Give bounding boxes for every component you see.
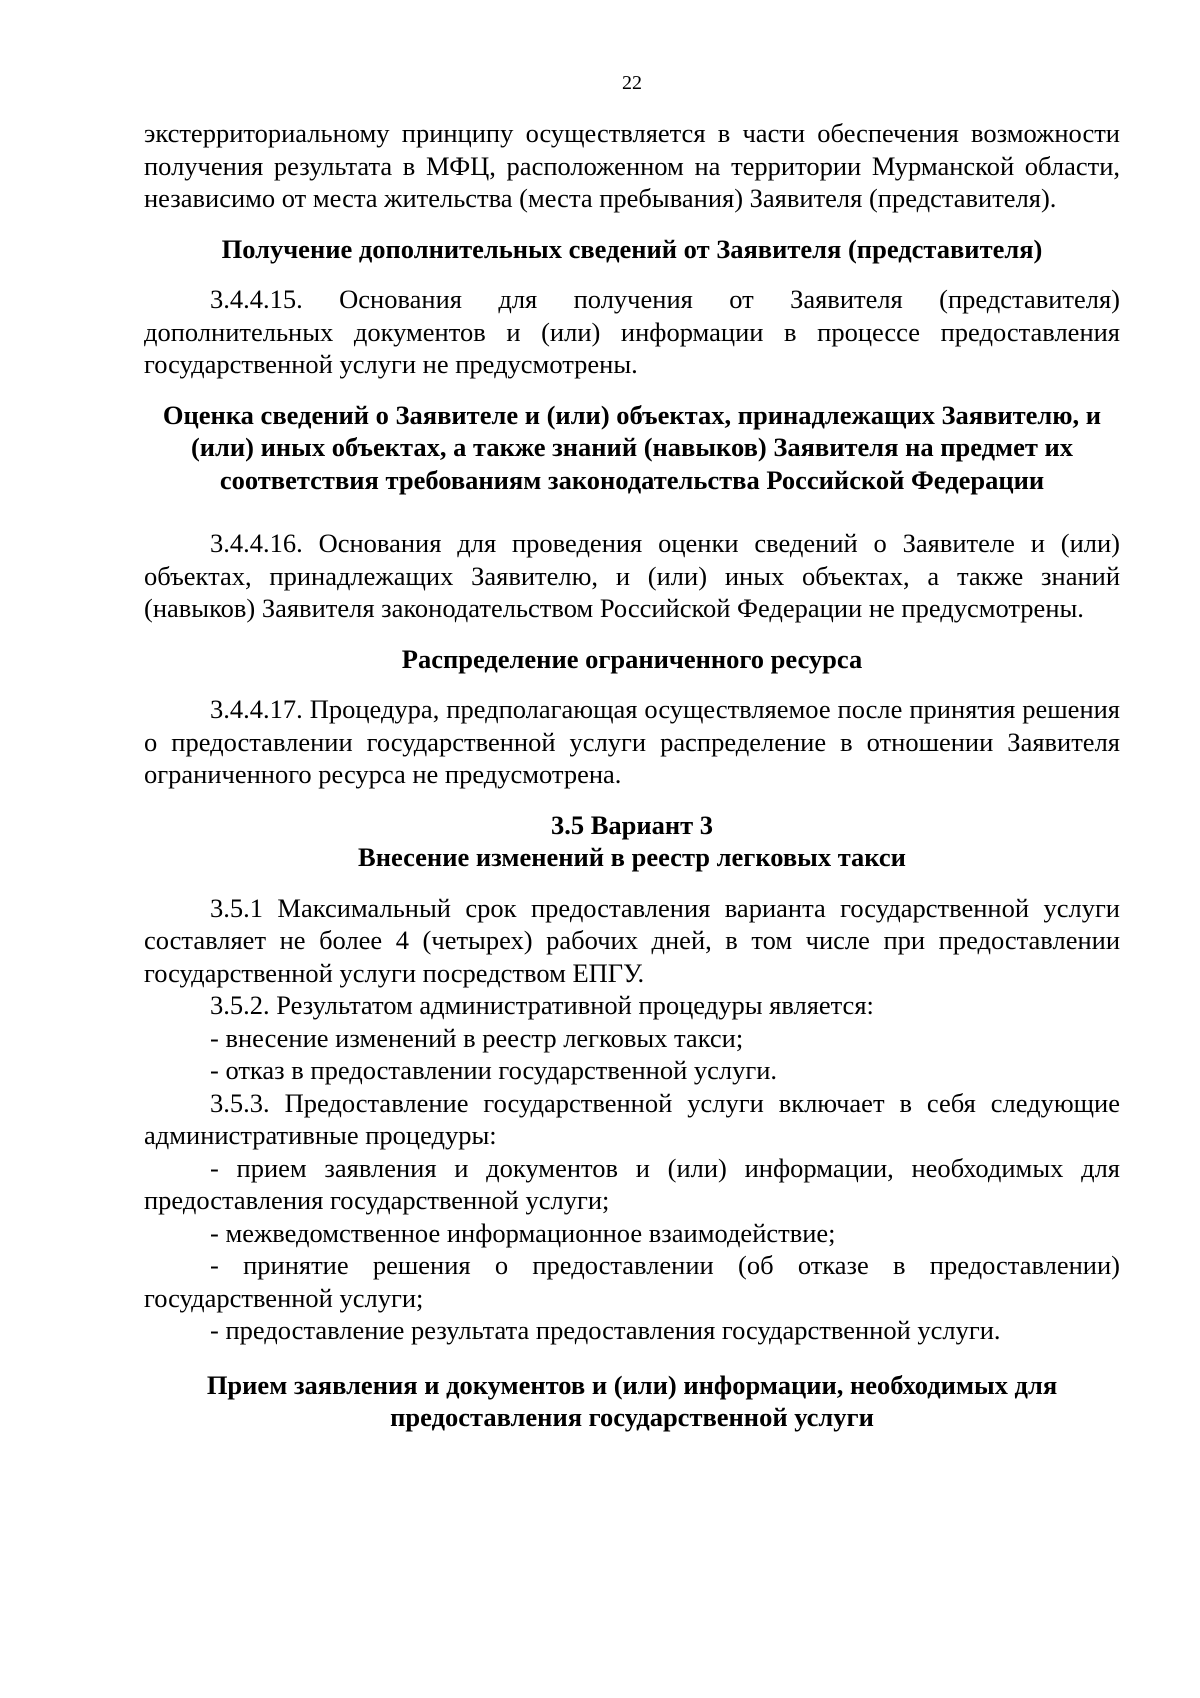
- list-item-interagency-interaction: - межведомственное информационное взаимодействие;: [210, 1217, 836, 1248]
- paragraph-3-4-4-16: 3.4.4.16. Основания для проведения оценки сведений о Заявителе и (или) объектах, принадлежащих Заявителю, и (или) иных объектах, а также знаний (навыков) Заявителя законодательством Российской Федерации не предусмотрены.: [144, 528, 1120, 623]
- section-heading-assessment: Оценка сведений о Заявителе и (или) объектах, принадлежащих Заявителю, и (или) иных объектах, а также знаний (навыков) Заявителя на предмет их соответствия требованиям законодательства Российской Федерации: [162, 399, 1102, 495]
- paragraph-continuation: экстерриториальному принципу осуществляется в части обеспечения возможности получения результата в МФЦ, расположенном на территории Мурманской области, независимо от места жительства (места пребывания) Заявителя (представителя).: [144, 118, 1120, 213]
- page-number: 22: [622, 72, 642, 94]
- list-item-decision: - принятие решения о предоставлении (об отказе в предоставлении) государственной услуги;: [144, 1250, 1120, 1313]
- paragraph-3-5-3: 3.5.3. Предоставление государственной услуги включает в себя следующие административные процедуры:: [144, 1087, 1120, 1150]
- paragraph-3-4-4-17: 3.4.4.17. Процедура, предполагающая осуществляемое после принятия решения о предоставлении государственной услуги распределение в отношении Заявителя ограниченного ресурса не предусмотрена.: [144, 694, 1120, 789]
- list-item-registry-changes: - внесение изменений в реестр легковых такси;: [210, 1022, 744, 1053]
- document-body: [144, 117, 1120, 1434]
- list-item-application-intake: - прием заявления и документов и (или) информации, необходимых для предоставления государственной услуги;: [144, 1152, 1120, 1215]
- paragraph-3-5-1: 3.5.1 Максимальный срок предоставления варианта государственной услуги составляет не более 4 (четырех) рабочих дней, в том числе при предоставлении государственной услуги посредством ЕПГУ.: [144, 892, 1120, 988]
- section-heading-additional-info: Получение дополнительных сведений от Заявителя (представителя): [221, 233, 1043, 264]
- section-heading-application-intake: Прием заявления и документов и (или) информации, необходимых для предоставления государственной услуги: [206, 1369, 1058, 1432]
- paragraph-3-5-2: 3.5.2. Результатом административной процедуры является:: [210, 990, 874, 1020]
- paragraph-3-4-4-15: 3.4.4.15. Основания для получения от Заявителя (представителя) дополнительных документов и (или) информации в процессе предоставления государственной услуги не предусмотрены.: [144, 284, 1120, 379]
- section-subheading-taxi-registry-changes: Внесение изменений в реестр легковых такси: [358, 842, 906, 872]
- section-heading-resource-distribution: Распределение ограниченного ресурса: [401, 643, 863, 674]
- section-heading-variant-3: 3.5 Вариант 3: [550, 809, 714, 840]
- list-item-refusal: - отказ в предоставлении государственной услуги.: [210, 1055, 778, 1085]
- list-item-result-delivery: - предоставление результата предоставления государственной услуги.: [210, 1315, 1001, 1345]
